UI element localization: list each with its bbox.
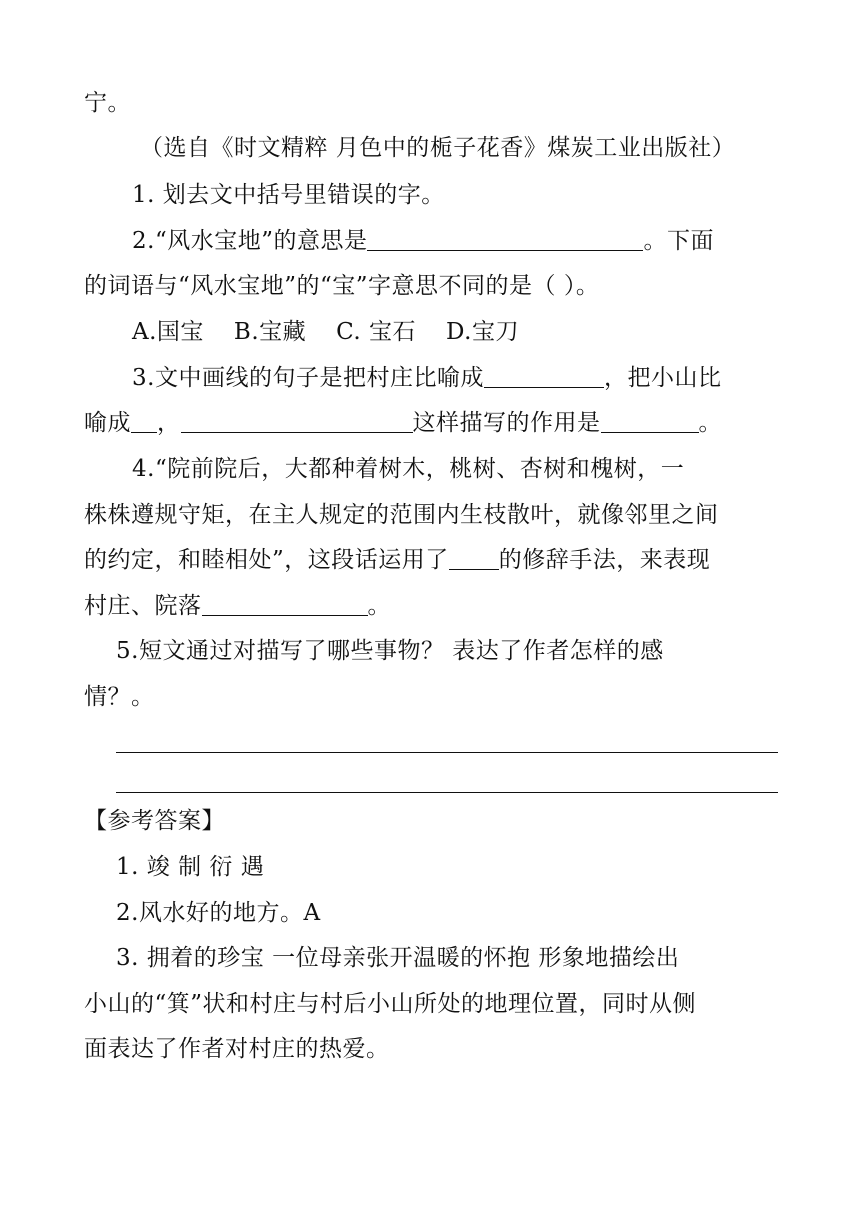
text: （选自《时文精粹 月色中的栀子花香》煤炭工业出版社）: [140, 135, 736, 161]
text: 【参考答案】: [84, 808, 225, 834]
question-5-continued: [84, 682, 155, 712]
question-4-continued: [84, 591, 391, 621]
text: 1. 竣 制 衍 遇: [116, 854, 265, 880]
answer-3-continued: [84, 1034, 390, 1064]
text: 5.短文通过对描写了哪些事物？ 表达了作者怎样的感: [116, 638, 664, 664]
option-b: B.宝藏: [233, 319, 307, 345]
text: 面表达了作者对村庄的热爱。: [84, 1036, 390, 1062]
text: 的约定，和睦相处”，这段话运用了: [84, 547, 449, 573]
question-2-continued: [84, 271, 599, 301]
text: 。下面: [643, 228, 714, 254]
text: 3.文中画线的句子是把村庄比喻成: [132, 365, 484, 391]
text-line: [84, 88, 131, 118]
text: 3. 拥着的珍宝 一位母亲张开温暖的怀抱 形象地描绘出: [116, 945, 680, 971]
text: 。: [698, 410, 722, 436]
text: 的修辞手法，来表现: [498, 547, 711, 573]
text: 这样描写的作用是: [412, 410, 601, 436]
answer-blank[interactable]: [202, 593, 368, 616]
text: ，: [157, 410, 181, 436]
text: 喻成: [84, 410, 131, 436]
question-2: [132, 226, 714, 256]
text: 宁。: [84, 90, 131, 116]
text: 。: [367, 593, 391, 619]
source-citation: [140, 133, 735, 163]
question-3-continued: [84, 408, 722, 438]
question-4-continued: [84, 500, 719, 530]
question-2-options: [132, 317, 519, 347]
text: 2.风水好的地方。A: [116, 900, 321, 926]
question-1: [132, 180, 445, 210]
answer-blank[interactable]: [484, 365, 604, 388]
answer-blank[interactable]: [131, 410, 157, 433]
answer-1: [116, 852, 264, 882]
text: 小山的“箕”状和村庄与村后小山所处的地理位置，同时从侧: [84, 991, 697, 1017]
question-3: [132, 363, 721, 393]
question-4-continued: [84, 545, 710, 575]
option-d: D.宝刀: [446, 319, 519, 345]
text: 株株遵规守矩，在主人规定的范围内生枝散叶，就像邻里之间: [84, 502, 719, 528]
answer-blank[interactable]: [449, 547, 499, 570]
text: 情？。: [84, 684, 155, 710]
text: 1. 划去文中括号里错误的字。: [132, 182, 445, 208]
text: 的词语与“风水宝地”的“宝”字意思不同的是（ ）。: [84, 273, 600, 299]
answer-heading: [84, 806, 225, 836]
answer-line[interactable]: [116, 792, 778, 793]
text: 2.“风水宝地”的意思是: [132, 228, 368, 254]
answer-2: [116, 898, 321, 928]
question-5: [116, 636, 664, 666]
answer-blank[interactable]: [601, 410, 699, 433]
text: 村庄、院落: [84, 593, 202, 619]
text: 4.“院前院后，大都种着树木，桃树、杏树和槐树，一: [132, 456, 685, 482]
answer-blank[interactable]: [181, 410, 413, 433]
answer-blank[interactable]: [367, 228, 643, 251]
answer-line[interactable]: [116, 752, 778, 753]
answer-3-continued: [84, 989, 696, 1019]
option-c: C. 宝石: [336, 319, 417, 345]
text: ，把小山比: [603, 365, 722, 391]
option-a: A.国宝: [132, 319, 204, 345]
question-4: [132, 454, 684, 484]
answer-3: [116, 943, 679, 973]
